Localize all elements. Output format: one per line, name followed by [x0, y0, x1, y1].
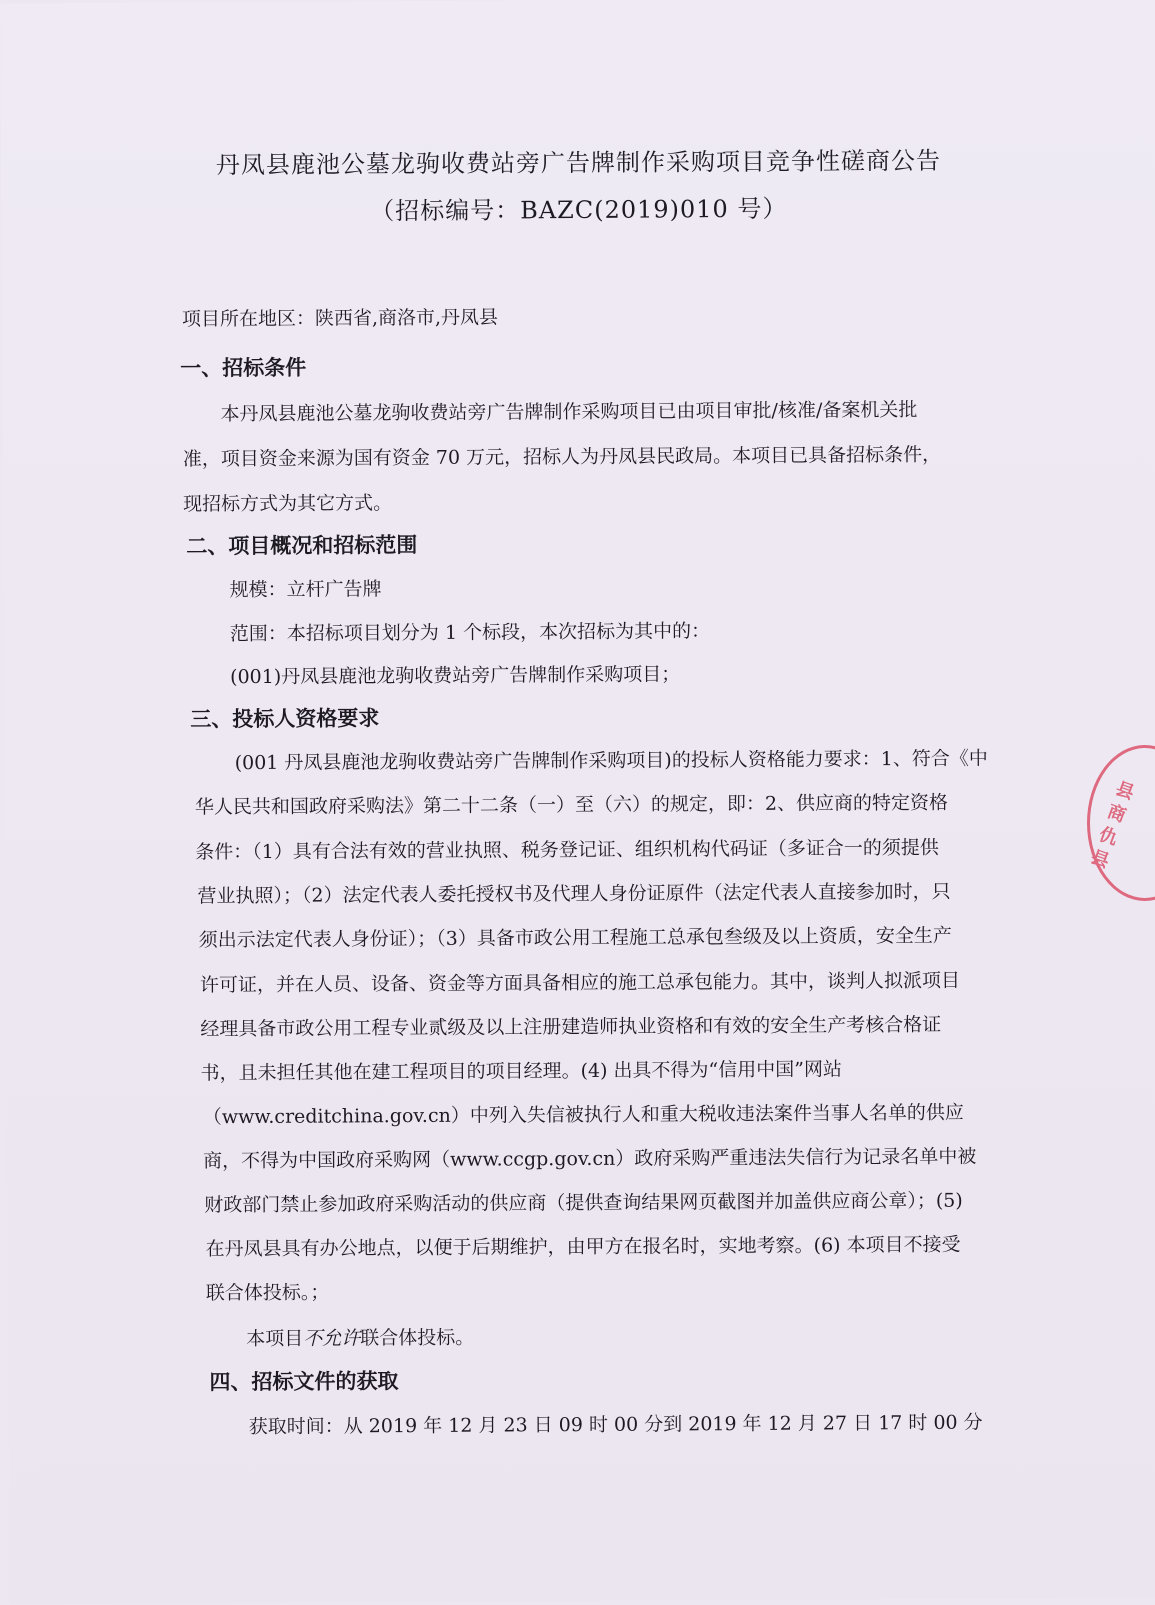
- lot-line: (001)丹凤县鹿池龙驹收费站旁广告牌制作采购项目；: [230, 663, 681, 689]
- acquisition-time-label: 获取时间：: [248, 1415, 344, 1439]
- consortium-emphasis: 不允许: [303, 1327, 361, 1350]
- consortium-prefix: 本项目: [246, 1327, 304, 1351]
- scope-line: 范围：本招标项目划分为 1 个标段，本次招标为其中的：: [229, 620, 711, 646]
- paragraph-line: 现招标方式为其它方式。: [183, 492, 393, 516]
- paragraph-line: 许可证，并在人员、设备、资金等方面具备相应的施工总承包能力。其中，谈判人拟派项目: [199, 969, 961, 997]
- paragraph-line: 条件：（1）具有合法有效的营业执照、税务登记证、组织机构代码证（多证合一的须提供: [195, 836, 939, 864]
- paragraph-line: 须出示法定代表人身份证）；（3）具备市政公用工程施工总承包叁级及以上资质，安全生产: [198, 924, 952, 952]
- paragraph-line: 营业执照）；（2）法定代表人委托授权书及代理人身份证原件（法定代表人直接参加时，只: [197, 880, 951, 908]
- tender-number: （招标编号：BAZC(2019)010 号）: [370, 194, 788, 226]
- paragraph-line: (001 丹凤县鹿池龙驹收费站旁广告牌制作采购项目)的投标人资格能力要求：1、符合《中: [234, 747, 988, 775]
- paragraph-line: 准，项目资金来源为国有资金 70 万元，招标人为丹凤县民政局。本项目已具备招标条件，: [182, 443, 942, 471]
- paragraph-line: 书，且未担任其他在建工程项目的项目经理。(4) 出具不得为“信用中国”网站: [200, 1058, 842, 1085]
- paragraph-line: 本丹凤县鹿池公墓龙驹收费站旁广告牌制作采购项目已由项目审批/核准/备案机关批: [220, 398, 918, 426]
- acquisition-time-value: 从 2019 年 12 月 23 日 09 时 00 分到 2019 年 12 月 27 日 17 时 00 分: [343, 1411, 983, 1438]
- section-heading-2: 二、项目概况和招标范围: [186, 532, 418, 559]
- paragraph-line: 联合体投标。；: [205, 1281, 330, 1305]
- paragraph-line: 在丹凤县具有办公地点，以便于后期维护，由甲方在报名时，实地考察。(6) 本项目不接受: [205, 1233, 961, 1261]
- paragraph-line: 商，不得为中国政府采购网（www.ccgp.gov.cn）政府采购严重违法失信行为记录名单中被: [203, 1145, 977, 1173]
- project-location: 项目所在地区：陕西省,商洛市,丹凤县: [181, 306, 499, 331]
- paragraph-line: 华人民共和国政府采购法》第二十二条（一）至（六）的规定，即：2、供应商的特定资格: [194, 791, 949, 819]
- consortium-suffix: 联合体投标。: [360, 1326, 475, 1350]
- paragraph-line: 经理具备市政公用工程专业贰级及以上注册建造师执业资格和有效的安全生产考核合格证: [200, 1013, 942, 1041]
- section-heading-3: 三、投标人资格要求: [190, 706, 380, 732]
- document-title: 丹凤县鹿池公墓龙驹收费站旁广告牌制作采购项目竞争性磋商公告: [215, 146, 942, 180]
- stamp-text: 县 商 仇 县: [1086, 777, 1137, 870]
- paragraph-line: 财政部门禁止参加政府采购活动的供应商（提供查询结果网页截图并加盖供应商公章）；(5): [204, 1189, 963, 1217]
- section-heading-4: 四、招标文件的获取: [209, 1369, 399, 1395]
- consortium-line: [246, 1323, 474, 1351]
- scale-line: 规模：立杆广告牌: [229, 578, 382, 602]
- paragraph-line: （www.creditchina.gov.cn）中列入失信被执行人和重大税收违法案件当事人名单的供应: [202, 1101, 964, 1129]
- section-heading-1: 一、招标条件: [180, 355, 307, 381]
- acquisition-time: [249, 1408, 983, 1439]
